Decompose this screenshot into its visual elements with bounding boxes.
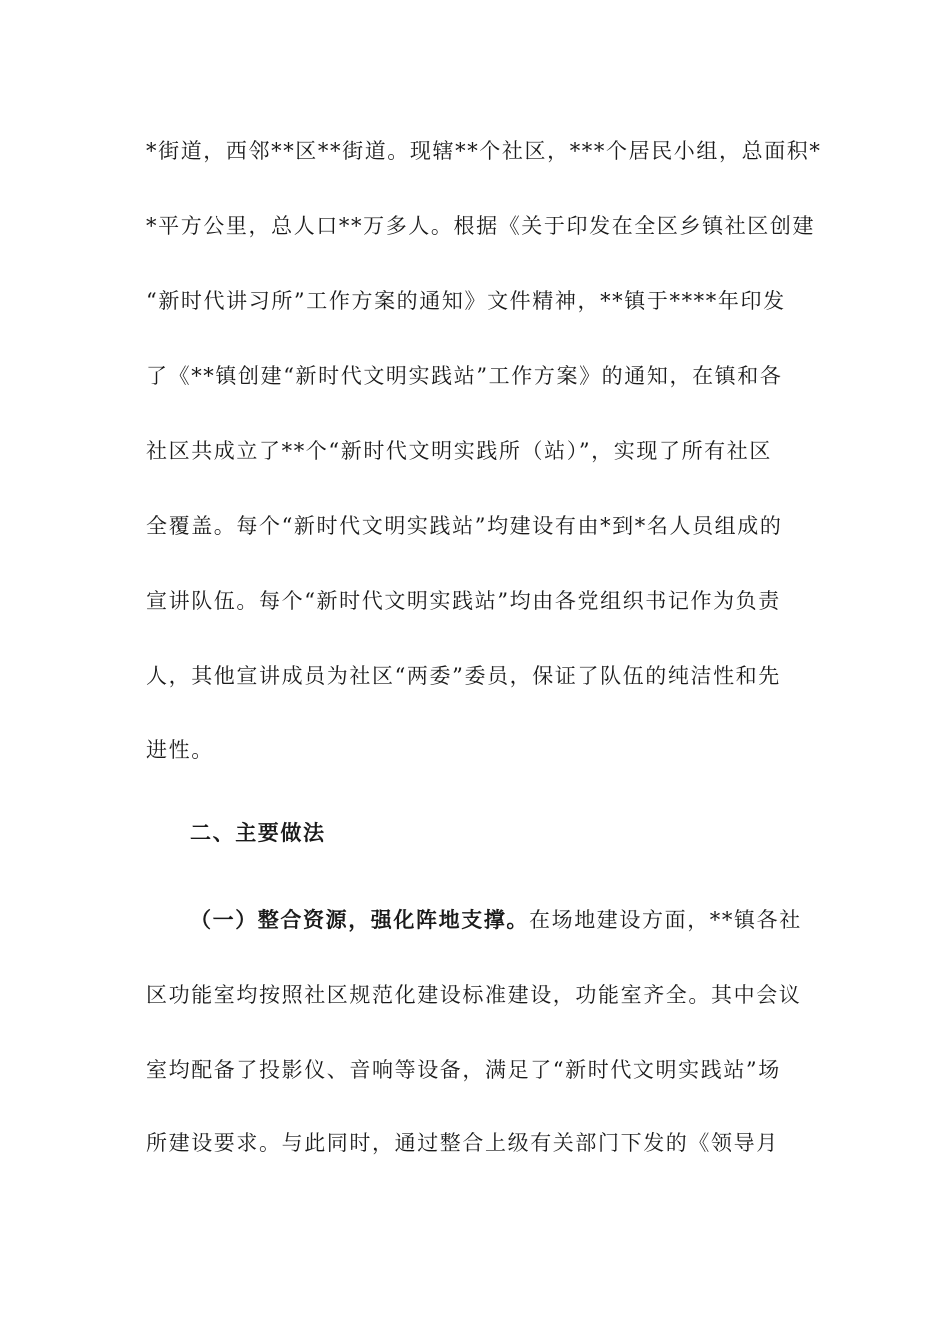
paragraph-line: *平方公里，总人口**万多人。根据《关于印发在全区乡镇社区创建 <box>146 214 816 238</box>
paragraph-line: “新时代讲习所”工作方案的通知》文件精神，**镇于****年印发 <box>146 289 786 313</box>
paragraph-line: 宣讲队伍。每个“新时代文明实践站”均由各党组织书记作为负责 <box>146 589 781 613</box>
paragraph-line: 了《**镇创建“新时代文明实践站”工作方案》的通知，在镇和各 <box>146 364 783 388</box>
paragraph-line: 进性。 <box>146 738 214 762</box>
subsection-first-line <box>190 905 802 935</box>
paragraph-line: 所建设要求。与此同时，通过整合上级有关部门下发的《领导月 <box>146 1131 779 1155</box>
paragraph-line: 社区共成立了**个“新时代文明实践所（站）”，实现了所有社区 <box>146 439 772 463</box>
subsection-title: （一）整合资源，强化阵地支撑。 <box>190 908 529 932</box>
paragraph-line: 人，其他宣讲成员为社区“两委”委员，保证了队伍的纯洁性和先 <box>146 664 781 688</box>
section-heading: 二、主要做法 <box>190 821 326 845</box>
paragraph-line: 全覆盖。每个“新时代文明实践站”均建设有由*到*名人员组成的 <box>146 514 783 538</box>
subsection-first-line-text: 在场地建设方面，**镇各社 <box>529 908 802 932</box>
paragraph-line: *街道，西邻**区**街道。现辖**个社区，***个居民小组，总面积* <box>146 139 822 163</box>
paragraph-line: 区功能室均按照社区规范化建设标准建设，功能室齐全。其中会议 <box>146 983 802 1007</box>
paragraph-line: 室均配备了投影仪、音响等设备，满足了“新时代文明实践站”场 <box>146 1058 781 1082</box>
